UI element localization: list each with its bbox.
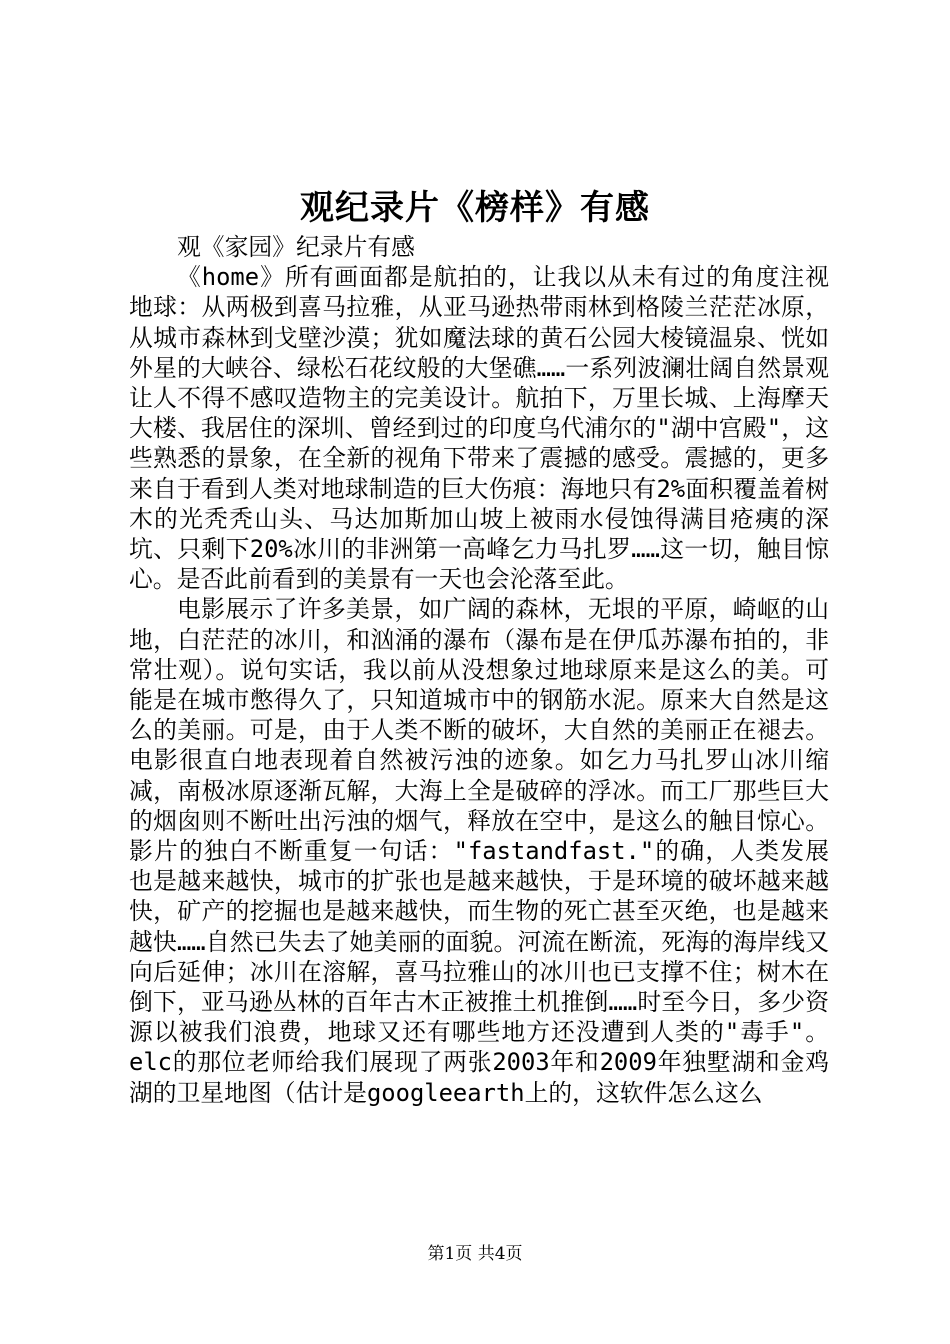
page-number-footer: 第1页 共4页 (427, 1244, 523, 1264)
document-body (129, 232, 829, 1108)
body-paragraph-2: 电影展示了许多美景，如广阔的森林，无垠的平原，崎岖的山地，白茫茫的冰川，和汹涌的瀑布（瀑布是在伊瓜苏瀑布拍的，非常壮观）。说句实话，我以前从没想象过地球原来是这么的美。可能是在城市憋得久了，只知道城市中的钢筋水泥。原来大自然是这么的美丽。可是，由于人类不断的破坏，大自然的美丽正在褪去。电影很直白地表现着自然被污浊的迹象。如乞力马扎罗山冰川缩减，南极冰原逐渐瓦解，大海上全是破碎的浮冰。而工厂那些巨大的烟囱则不断吐出污浊的烟气，释放在空中，是这么的触目惊心。影片的独白不断重复一句话："fastandfast."的确，人类发展也是越来越快，城市的扩张也是越来越快，于是环境的破坏越来越快，矿产的挖掘也是越来越快，而生物的死亡甚至灭绝，也是越来越快……自然已失去了她美丽的面貌。河流在断流，死海的海岸线又向后延伸；冰川在溶解，喜马拉雅山的冰川也已支撑不住；树木在倒下，亚马逊丛林的百年古木正被推土机推倒……时至今日，多少资源以被我们浪费，地球又还有哪些地方还没遭到人类的"毒手"。elc的那位老师给我们展现了两张2003年和2009年独墅湖和金鸡湖的卫星地图（估计是googleearth上的，这软件怎么这么 (129, 595, 829, 1107)
document-title: 观纪录片《榜样》有感 (300, 188, 650, 228)
body-paragraph-1: 《home》所有画面都是航拍的，让我以从未有过的角度注视地球：从两极到喜马拉雅，从亚马逊热带雨林到格陵兰茫茫冰原，从城市森林到戈壁沙漠；犹如魔法球的黄石公园大棱镜温泉、恍如外星的大峡谷、绿松石花纹般的大堡礁……一系列波澜壮阔自然景观让人不得不感叹造物主的完美设计。航拍下，万里长城、上海摩天大楼、我居住的深圳、曾经到过的印度乌代浦尔的"湖中宫殿"，这些熟悉的景象，在全新的视角下带来了震撼的感受。震撼的，更多来自于看到人类对地球制造的巨大伤痕：海地只有2%面积覆盖着树木的光秃秃山头、马达加斯加山坡上被雨水侵蚀得满目疮痍的深坑、只剩下20%冰川的非洲第一高峰乞力马扎罗……这一切，触目惊心。是否此前看到的美景有一天也会沦落至此。 (129, 263, 829, 594)
document-subtitle: 观《家园》纪录片有感 (177, 233, 415, 261)
